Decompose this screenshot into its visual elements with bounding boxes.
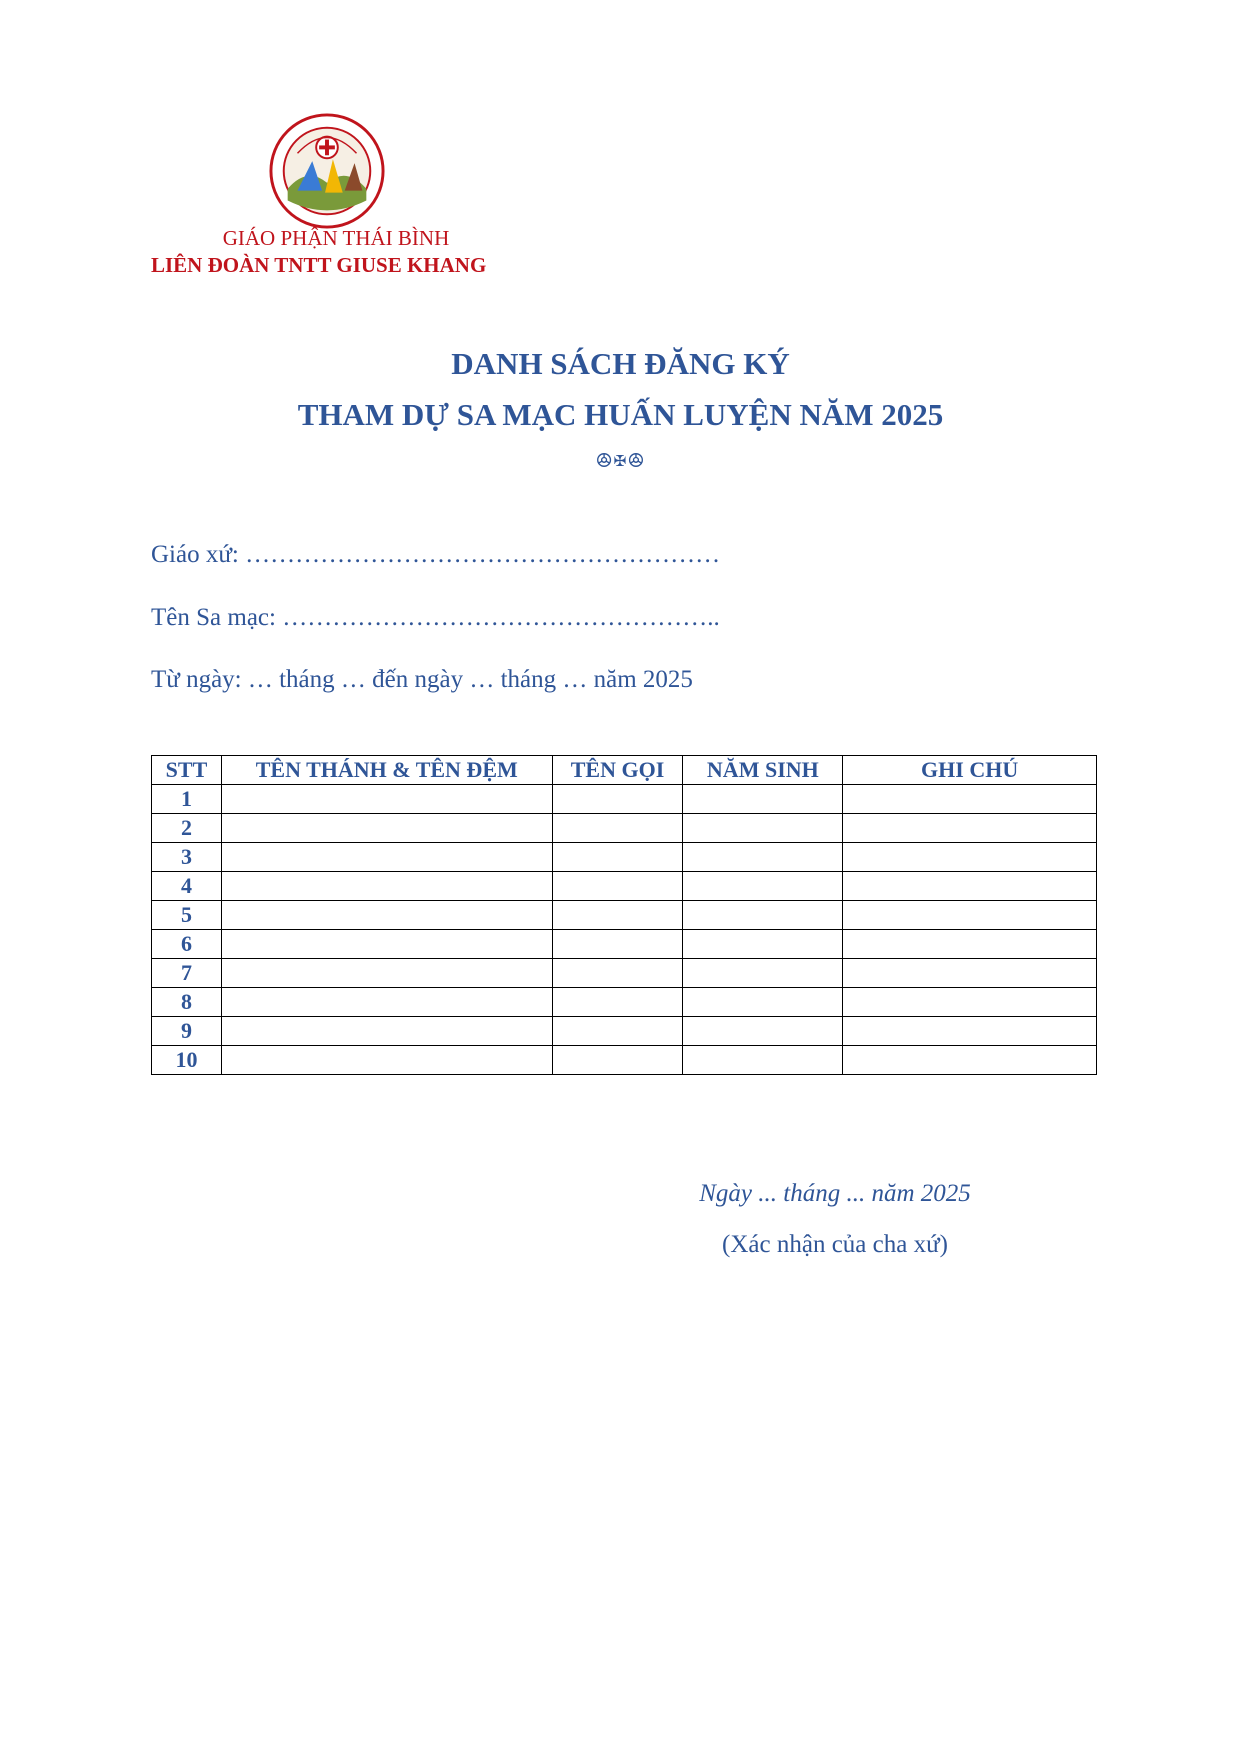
- table-row: [152, 814, 1097, 843]
- given-name-cell[interactable]: [552, 988, 683, 1017]
- given-name-cell[interactable]: [552, 843, 683, 872]
- diocese-name: GIÁO PHẬN THÁI BÌNH: [222, 226, 450, 250]
- table-row: [152, 901, 1097, 930]
- table-row: [152, 785, 1097, 814]
- row-number: 7: [152, 959, 222, 988]
- table-row: [152, 1046, 1097, 1075]
- row-number: 5: [152, 901, 222, 930]
- federation-name: LIÊN ĐOÀN TNTT GIUSE KHANG: [151, 253, 487, 277]
- document-title-line1: DANH SÁCH ĐĂNG KÝ: [451, 346, 790, 381]
- table-row: [152, 959, 1097, 988]
- saint-middle-name-cell[interactable]: [221, 785, 552, 814]
- document-title-line2: THAM DỰ SA MẠC HUẤN LUYỆN NĂM 2025: [297, 397, 944, 432]
- parish-field: Giáo xứ: …………………………………………………: [151, 541, 721, 568]
- signature-date: Ngày ... tháng ... năm 2025: [699, 1180, 971, 1207]
- column-header-given-name: TÊN GỌI: [552, 756, 683, 785]
- saint-middle-name-cell[interactable]: [221, 872, 552, 901]
- table-row: [152, 872, 1097, 901]
- row-number: 3: [152, 843, 222, 872]
- birth-year-cell[interactable]: [683, 872, 843, 901]
- notes-cell[interactable]: [843, 1046, 1097, 1075]
- notes-cell[interactable]: [843, 1017, 1097, 1046]
- saint-middle-name-cell[interactable]: [221, 901, 552, 930]
- saint-middle-name-cell[interactable]: [221, 843, 552, 872]
- saint-middle-name-cell[interactable]: [221, 959, 552, 988]
- saint-middle-name-cell[interactable]: [221, 1046, 552, 1075]
- birth-year-cell[interactable]: [683, 988, 843, 1017]
- column-header-notes: GHI CHÚ: [843, 756, 1097, 785]
- row-number: 6: [152, 930, 222, 959]
- birth-year-cell[interactable]: [683, 785, 843, 814]
- notes-cell[interactable]: [843, 930, 1097, 959]
- given-name-cell[interactable]: [552, 872, 683, 901]
- row-number: 4: [152, 872, 222, 901]
- birth-year-cell[interactable]: [683, 901, 843, 930]
- given-name-cell[interactable]: [552, 814, 683, 843]
- table-row: [152, 988, 1097, 1017]
- saint-middle-name-cell[interactable]: [221, 814, 552, 843]
- row-number: 9: [152, 1017, 222, 1046]
- given-name-cell[interactable]: [552, 959, 683, 988]
- camp-name-field: Tên Sa mạc: ……………………………………………..: [151, 604, 720, 631]
- table-row: [152, 843, 1097, 872]
- birth-year-cell[interactable]: [683, 814, 843, 843]
- row-number: 10: [152, 1046, 222, 1075]
- table-row: [152, 930, 1097, 959]
- row-number: 1: [152, 785, 222, 814]
- given-name-cell[interactable]: [552, 785, 683, 814]
- saint-middle-name-cell[interactable]: [221, 930, 552, 959]
- diocese-emblem-logo: [268, 112, 386, 230]
- column-header-saint-middle-name: TÊN THÁNH & TÊN ĐỆM: [221, 756, 552, 785]
- notes-cell[interactable]: [843, 959, 1097, 988]
- given-name-cell[interactable]: [552, 901, 683, 930]
- given-name-cell[interactable]: [552, 1046, 683, 1075]
- birth-year-cell[interactable]: [683, 959, 843, 988]
- ornament-divider: ꔮ✠ꔮ: [595, 448, 646, 473]
- row-number: 2: [152, 814, 222, 843]
- notes-cell[interactable]: [843, 814, 1097, 843]
- notes-cell[interactable]: [843, 901, 1097, 930]
- table-header-row: [152, 756, 1097, 785]
- birth-year-cell[interactable]: [683, 1017, 843, 1046]
- birth-year-cell[interactable]: [683, 930, 843, 959]
- registration-table: [151, 755, 1097, 1075]
- column-header-stt: STT: [152, 756, 222, 785]
- notes-cell[interactable]: [843, 872, 1097, 901]
- dates-field: Từ ngày: … tháng … đến ngày … tháng … năm 2025: [151, 666, 693, 693]
- notes-cell[interactable]: [843, 843, 1097, 872]
- row-number: 8: [152, 988, 222, 1017]
- birth-year-cell[interactable]: [683, 843, 843, 872]
- signature-note: (Xác nhận của cha xứ): [722, 1231, 948, 1258]
- column-header-birth-year: NĂM SINH: [683, 756, 843, 785]
- table-row: [152, 1017, 1097, 1046]
- saint-middle-name-cell[interactable]: [221, 1017, 552, 1046]
- given-name-cell[interactable]: [552, 1017, 683, 1046]
- notes-cell[interactable]: [843, 988, 1097, 1017]
- birth-year-cell[interactable]: [683, 1046, 843, 1075]
- saint-middle-name-cell[interactable]: [221, 988, 552, 1017]
- given-name-cell[interactable]: [552, 930, 683, 959]
- notes-cell[interactable]: [843, 785, 1097, 814]
